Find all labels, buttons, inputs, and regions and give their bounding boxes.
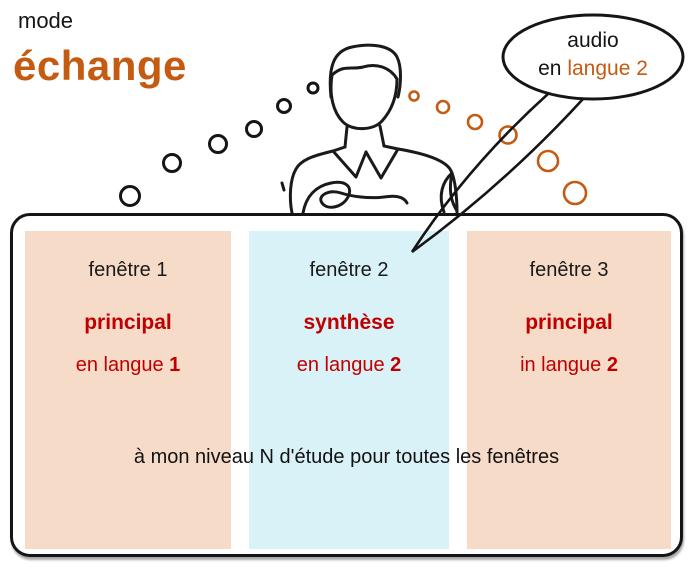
window-role: principal — [84, 311, 172, 334]
window-name: fenêtre 1 — [88, 259, 168, 281]
window-role: synthèse — [303, 311, 395, 334]
speech-highlight: langue 2 — [567, 57, 648, 80]
speech-bubble-line2 — [503, 57, 683, 81]
window-role: principal — [525, 311, 613, 334]
language-number: 1 — [169, 354, 181, 376]
title-heading: échange — [13, 42, 187, 89]
language-number: 2 — [606, 354, 618, 376]
title-kicker: mode — [18, 8, 74, 33]
speech-prefix: en — [538, 57, 568, 80]
speech-bubble-tail — [412, 93, 583, 252]
language-prefix: in langue — [520, 354, 607, 376]
window-name: fenêtre 3 — [529, 259, 609, 281]
language-number: 2 — [390, 354, 402, 376]
window-name: fenêtre 2 — [309, 259, 389, 281]
language-prefix: en langue — [75, 354, 170, 376]
speech-bubble-line1: audio — [567, 29, 619, 52]
language-prefix: en langue — [296, 354, 391, 376]
level-note: à mon niveau N d'étude pour toutes les fenêtres — [133, 446, 560, 468]
